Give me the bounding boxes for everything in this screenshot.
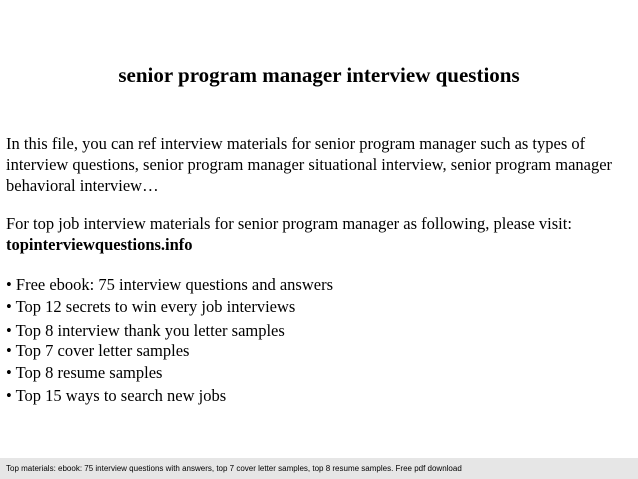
intro-paragraph: In this file, you can ref interview materials for senior program manager such as types of interview questions, senior program manager situational interview, senior program manager behavioral interview… (6, 134, 613, 195)
list-item-ebook: • Free ebook: 75 interview questions and answers (6, 275, 333, 294)
site-link[interactable]: topinterviewquestions.info (6, 235, 193, 254)
list-item-thank-you: • Top 8 interview thank you letter samples (6, 321, 285, 340)
page-title: senior program manager interview questions (118, 63, 520, 87)
list-item-secrets: • Top 12 secrets to win every job interviews (6, 297, 296, 316)
materials-text: For top job interview materials for senior program manager as following, please visit: (6, 214, 572, 233)
materials-paragraph (6, 213, 636, 255)
list-item-search-jobs: • Top 15 ways to search new jobs (6, 386, 227, 405)
list-item-resume: • Top 8 resume samples (6, 363, 163, 382)
footer-bar: Top materials: ebook: 75 interview questions with answers, top 7 cover letter samples, top 8 resume samples. Free pdf download (0, 458, 638, 479)
list-item-cover-letter: • Top 7 cover letter samples (6, 341, 190, 360)
